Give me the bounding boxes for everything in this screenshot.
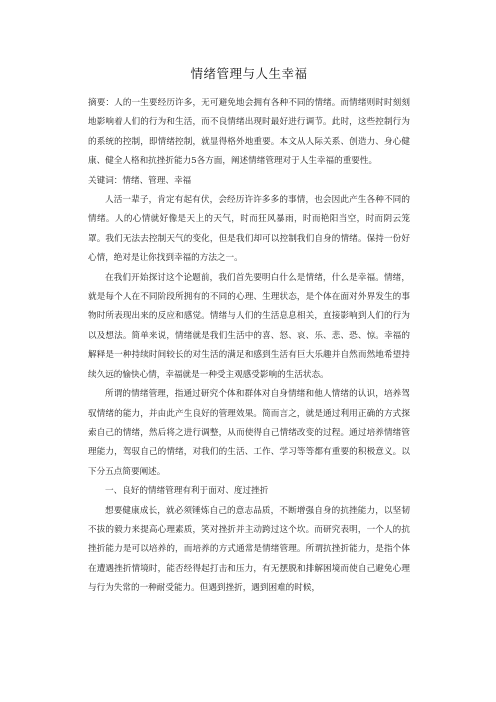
document-body: [88, 94, 410, 599]
abstract-paragraph: 摘要：人的一生要经历许多，无可避免地会拥有各种不同的情绪。而情绪则时时刻刻地影响着人们的行为和生活，而不良情绪出现时最好进行调节。此时，这些控制行为的系统的控制，即情绪控制，就显得格外地重要。本文从人际关系、创造力、身心健康、健全人格和抗挫折能力5各方面，阐述情绪管理对于人生幸福的重要性。: [88, 98, 410, 167]
body-paragraph: 在我们开始探讨这个论题前，我们首先要明白什么是情绪，什么是幸福。情绪，就是每个人在不同阶段所拥有的不同的心理、生理状态，是个体在面对外界发生的事物时所表现出来的反应和感觉。情绪与人们的生活息息相关，直接影响到人们的行为以及想法。简单来说，情绪就是我们生活中的喜、怒、哀、乐、悲、恐、惊。幸福的解释是一种持续时间较长的对生活的满足和感到生活有巨大乐趣并自然而然地希望持续久远的愉快心情，幸福就是一种受主观感受影响的生活状态。: [88, 272, 410, 380]
body-paragraph: 人活一辈子，肯定有起有伏，会经历许许多多的事情，也会因此产生各种不同的情绪。人的心情就好像是天上的天气，时而狂风暴雨，时而艳阳当空，时而阴云笼罩。我们无法去控制天气的变化，但是我们却可以控制我们自身的情绪。保持一份好心情，绝对是让你找到幸福的方法之一。: [88, 195, 410, 264]
section-heading: 一、良好的情绪管理有利于面对、度过挫折: [105, 486, 269, 497]
document-title: 情绪管理与人生幸福: [190, 66, 308, 81]
body-paragraph: 想要健康成长，就必须锤炼自己的意志品质，不断增强自身的抗挫能力，以坚韧不拔的毅力来提高心理素质，笑对挫折并主动跨过这个坎。而研究表明，一个人的抗挫折能力是可以培养的，而培养的方式通常是情绪管理。所谓抗挫折能力，是指个体在遭遇挫折情境时，能否经得起打击和压力，有无摆脱和排解困境而使自己避免心理与行为失常的一种耐受能力。但遇到挫折，遇到困难的时候，: [88, 505, 410, 594]
body-paragraph: 所谓的情绪管理，指通过研究个体和群体对自身情绪和他人情绪的认识，培养驾驭情绪的能力，并由此产生良好的管理效果。简而言之，就是通过利用正确的方式探索自己的情绪，然后将之进行调整，从而使得自己情绪改变的过程。通过培养情绪管理能力，驾驭自己的情绪，对我们的生活、工作、学习等等都有重要的积极意义。以下分五点简要阐述。: [88, 389, 410, 477]
keywords-line: 关键词：情绪、管理、幸福: [88, 175, 192, 186]
